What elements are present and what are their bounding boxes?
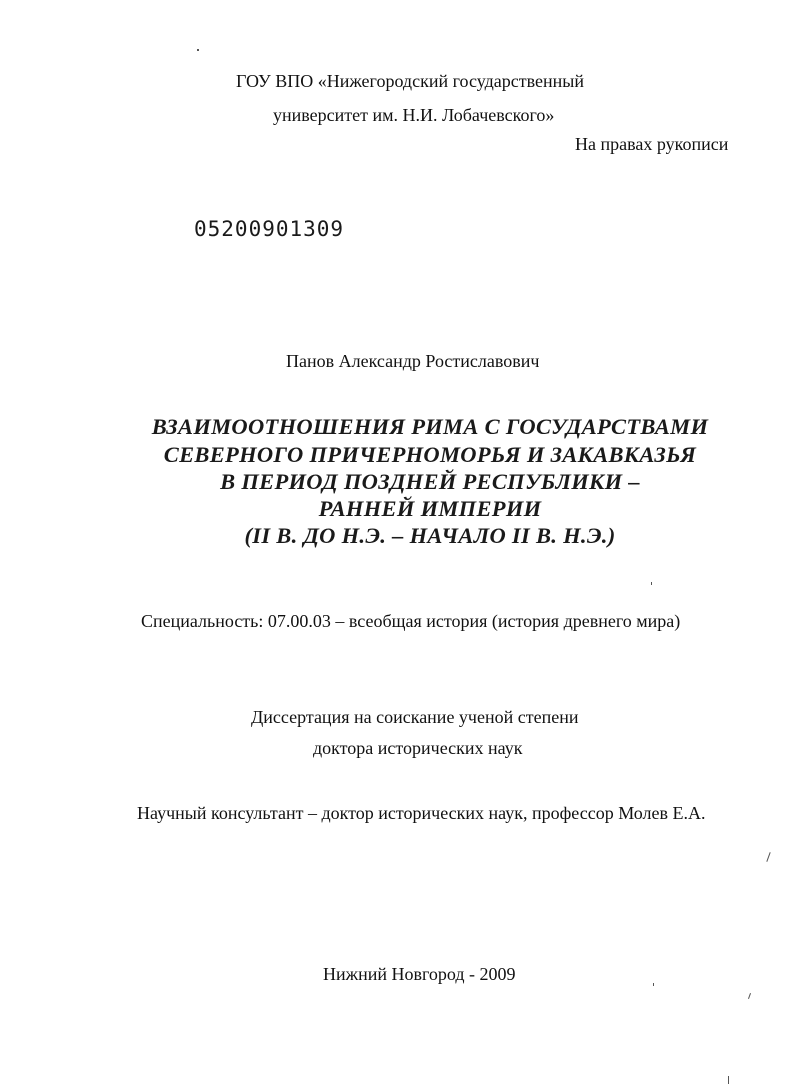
author-name: Панов Александр Ростиславович (286, 351, 540, 371)
scientific-consultant: Научный консультант – доктор исторических наук, профессор Молев Е.А. (137, 803, 706, 823)
title-line-3: В ПЕРИОД ПОЗДНЕЙ РЕСПУБЛИКИ – (220, 469, 640, 494)
scan-speck (728, 1076, 729, 1084)
degree-line-1: Диссертация на соискание ученой степени (251, 707, 579, 727)
specialty-line: Специальность: 07.00.03 – всеобщая история (история древнего мира) (141, 611, 681, 631)
scan-speck (197, 49, 199, 51)
title-line-5: (II В. ДО Н.Э. – НАЧАЛО II В. Н.Э.) (244, 523, 616, 548)
manuscript-rights-note: На правах рукописи (575, 134, 729, 154)
archive-number: 05200901309 (194, 217, 345, 241)
scan-speck (748, 993, 751, 999)
degree-line-2: доктора исторических наук (313, 738, 523, 758)
organization-line-2: университет им. Н.И. Лобачевского» (273, 105, 555, 125)
city-year: Нижний Новгород - 2009 (323, 964, 516, 984)
scan-speck (653, 983, 654, 986)
scan-speck (766, 852, 770, 862)
scan-speck (651, 582, 652, 585)
title-line-4: РАННЕЙ ИМПЕРИИ (318, 496, 542, 521)
organization-line-1: ГОУ ВПО «Нижегородский государственный (236, 71, 584, 91)
title-line-2: СЕВЕРНОГО ПРИЧЕРНОМОРЬЯ И ЗАКАВКАЗЬЯ (163, 442, 697, 467)
title-line-1: ВЗАИМООТНОШЕНИЯ РИМА С ГОСУДАРСТВАМИ (151, 414, 709, 439)
